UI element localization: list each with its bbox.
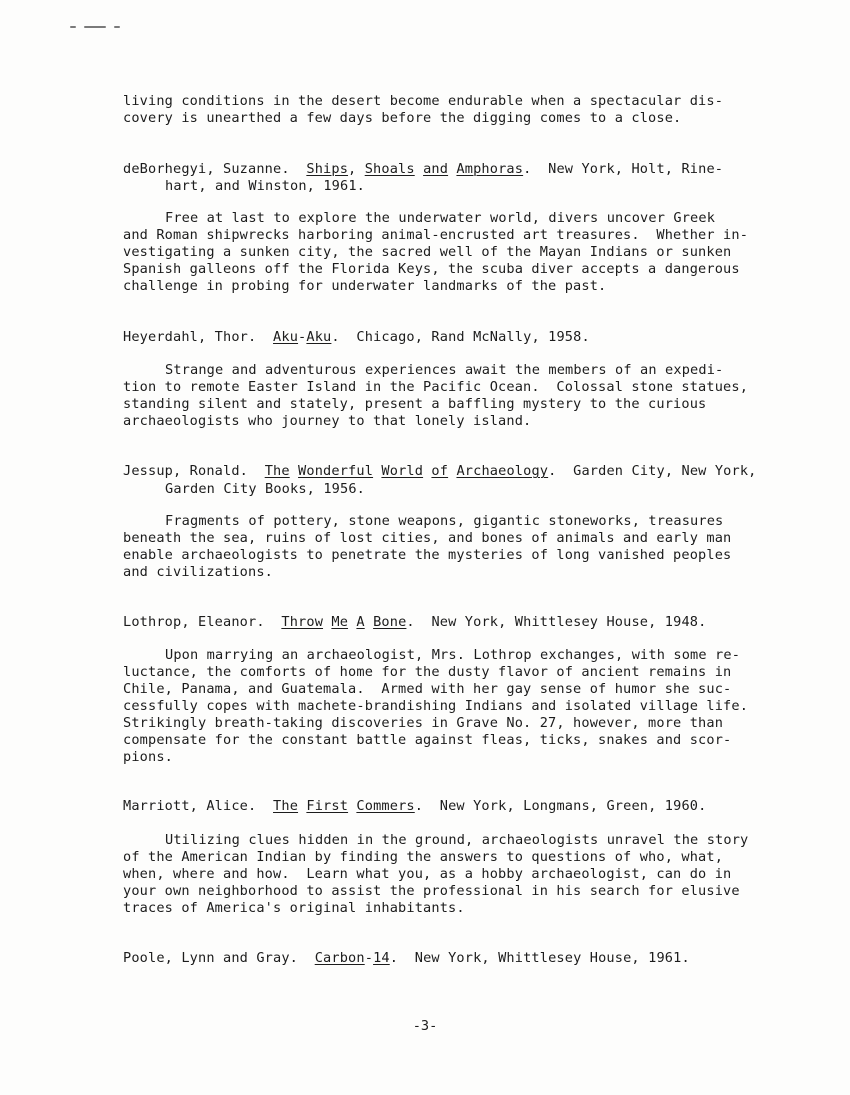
citation-poole: Poole, Lynn and Gray. Carbon-14. New York, Whittlesey House, 1961.	[123, 950, 690, 966]
title-word: Commers	[356, 798, 415, 814]
annotation-line: standing silent and stately, present a baffling mystery to the curious	[123, 396, 707, 412]
annotation-line: and Roman shipwrecks harboring animal-encrusted art treasures. Whether in-	[123, 227, 749, 243]
annotation-line: compensate for the constant battle against fleas, ticks, snakes and scor-	[123, 732, 732, 748]
citation-heyerdahl: Heyerdahl, Thor. Aku-Aku. Chicago, Rand McNally, 1958.	[123, 329, 590, 345]
title-word: Ships	[306, 161, 349, 177]
annotation-line: when, where and how. Learn what you, as a hobby archaeologist, can do in	[123, 866, 732, 882]
annotation-line: archaeologists who journey to that lonely island.	[123, 413, 532, 429]
title-word: World	[381, 463, 424, 479]
annotation-line: luctance, the comforts of home for the dusty flavor of ancient remains in	[123, 664, 732, 680]
annotation-line: traces of America's original inhabitants.	[123, 900, 465, 916]
citation-jessup: Jessup, Ronald. The Wonderful World of Archaeology. Garden City, New York,	[123, 463, 757, 479]
annotation-line: of the American Indian by finding the answers to questions of who, what,	[123, 849, 724, 865]
citation-marriott: Marriott, Alice. The First Commers. New York, Longmans, Green, 1960.	[123, 798, 707, 814]
annotation-line: enable archaeologists to penetrate the mysteries of long vanished peoples	[123, 547, 732, 563]
publisher: Garden City, New York,	[573, 463, 757, 479]
annotation-line: Upon marrying an archaeologist, Mrs. Lothrop exchanges, with some re-	[165, 647, 741, 663]
title-word: Aku	[306, 329, 332, 345]
title-word: Archaeology	[456, 463, 549, 479]
title-word: Bone	[373, 614, 407, 630]
annotation-line: Utilizing clues hidden in the ground, archaeologists unravel the story	[165, 832, 749, 848]
publisher: New York, Whittlesey House, 1961.	[414, 950, 690, 966]
annotation-line: pions.	[123, 749, 174, 765]
title-word: The	[264, 463, 290, 479]
title-word: Shoals	[364, 161, 415, 177]
annotation-line: cessfully copes with machete-brandishing Indians and isolated village life.	[123, 698, 749, 714]
title-word: Amphoras	[456, 161, 524, 177]
title-word: Carbon	[314, 950, 365, 966]
annotation-line: Spanish galleons off the Florida Keys, the scuba diver accepts a dangerous	[123, 261, 740, 277]
citation-lothrop: Lothrop, Eleanor. Throw Me A Bone. New York, Whittlesey House, 1948.	[123, 614, 707, 630]
publisher: New York, Longmans, Green, 1960.	[439, 798, 707, 814]
author: Marriott, Alice.	[123, 798, 257, 814]
title-word: of	[431, 463, 449, 479]
publisher: Chicago, Rand McNally, 1958.	[356, 329, 590, 345]
page-number: -3-	[412, 1018, 438, 1034]
title-word: 14	[373, 950, 390, 966]
title-word: A	[356, 614, 365, 630]
author: Jessup, Ronald.	[123, 463, 249, 479]
title-word: Aku	[273, 329, 299, 345]
title-word: Me	[331, 614, 349, 630]
title-word: and	[423, 161, 449, 177]
intro-line-2: covery is unearthed a few days before the digging comes to a close.	[123, 110, 682, 126]
title-word: First	[306, 798, 349, 814]
author: deBorhegyi, Suzanne.	[123, 161, 290, 177]
annotation-line: your own neighborhood to assist the professional in his search for elusive	[123, 883, 740, 899]
intro-line-1: living conditions in the desert become endurable when a spectacular dis-	[123, 93, 724, 109]
title-word: The	[273, 798, 299, 814]
annotation-line: beneath the sea, ruins of lost cities, and bones of animals and early man	[123, 530, 732, 546]
citation-deborhegyi: deBorhegyi, Suzanne. Ships, Shoals and Amphoras. New York, Holt, Rine-	[123, 161, 724, 177]
citation-continuation: Garden City Books, 1956.	[165, 481, 366, 497]
annotation-line: Chile, Panama, and Guatemala. Armed with her gay sense of humor she suc-	[123, 681, 732, 697]
author: Poole, Lynn and Gray.	[123, 950, 299, 966]
author: Heyerdahl, Thor.	[123, 329, 257, 345]
title-word: Throw	[281, 614, 324, 630]
annotation-line: vestigating a sunken city, the sacred well of the Mayan Indians or sunken	[123, 244, 732, 260]
annotation-line: Strange and adventurous experiences await the members of an expedi-	[165, 362, 724, 378]
annotation-line: Strikingly breath-taking discoveries in Grave No. 27, however, more than	[123, 715, 724, 731]
citation-continuation: hart, and Winston, 1961.	[165, 178, 366, 194]
author: Lothrop, Eleanor.	[123, 614, 265, 630]
annotation-line: challenge in probing for underwater landmarks of the past.	[123, 278, 607, 294]
publisher: New York, Whittlesey House, 1948.	[431, 614, 707, 630]
annotation-line: Free at last to explore the underwater world, divers uncover Greek	[165, 210, 716, 226]
smudge-mark	[70, 24, 122, 30]
annotation-line: tion to remote Easter Island in the Pacific Ocean. Colossal stone statues,	[123, 379, 749, 395]
title-word: Wonderful	[298, 463, 374, 479]
publisher: New York, Holt, Rine-	[548, 161, 724, 177]
annotation-line: and civilizations.	[123, 564, 274, 580]
annotation-line: Fragments of pottery, stone weapons, gigantic stoneworks, treasures	[165, 513, 724, 529]
